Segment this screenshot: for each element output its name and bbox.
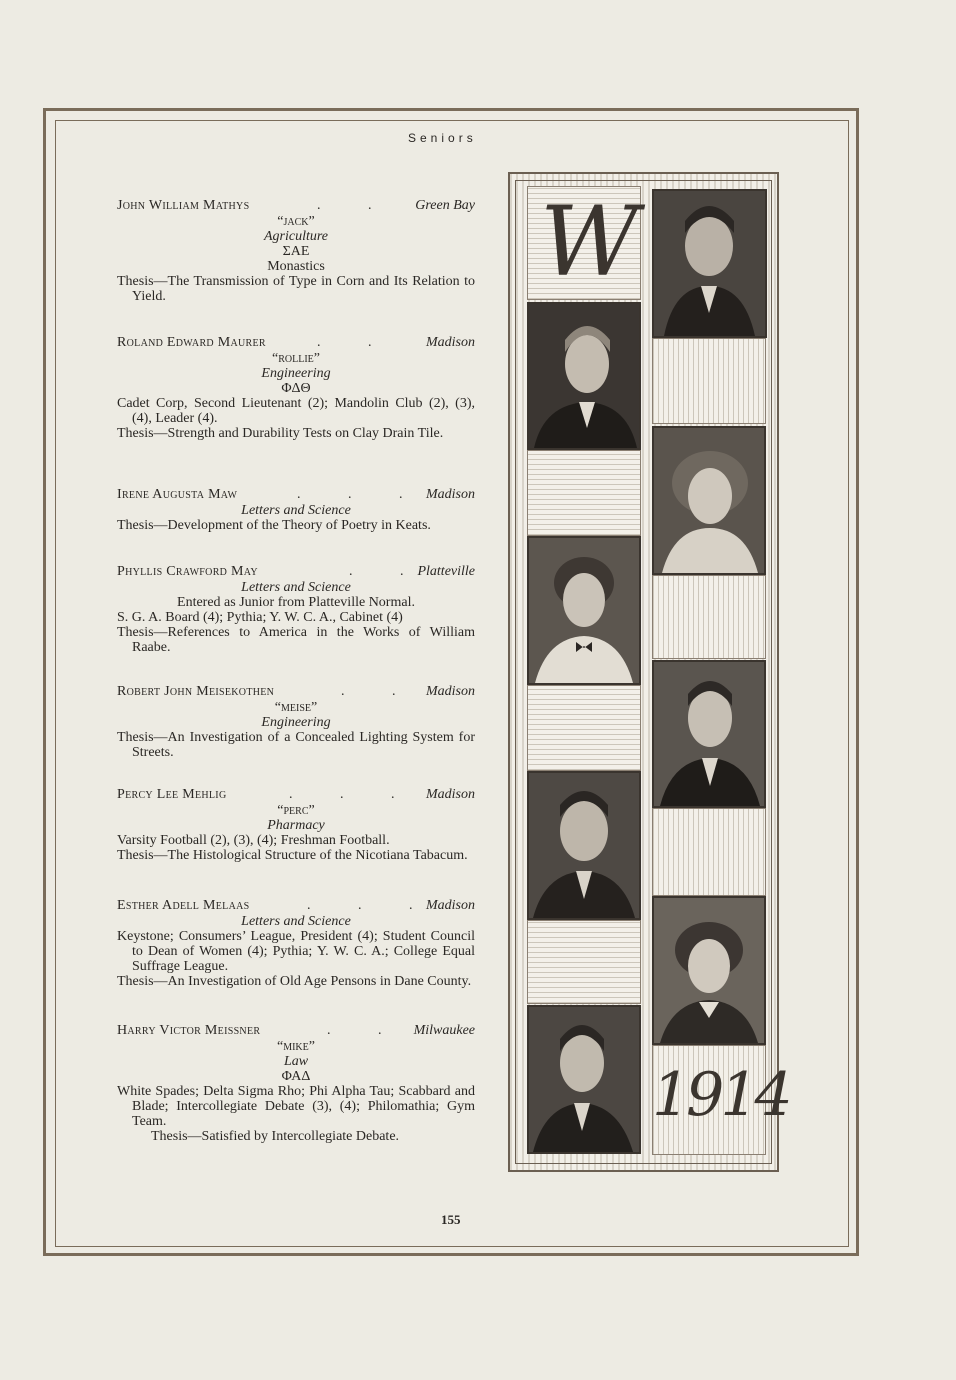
entry-town: Madison [426,487,475,502]
entry-line: Thesis—Strength and Durability Tests on Clay Drain Tile. [117,426,444,441]
page-number: 155 [441,1212,461,1227]
leader-dots: . . . [289,787,417,802]
entry-name: Roland Edward Maurer [117,335,266,350]
entry-society: Monastics [267,259,325,274]
entry-name: Esther Adell Melaas [117,898,250,913]
entry-town: Platteville [417,564,475,579]
entry-town: Green Bay [415,198,475,213]
entry-course: Law [283,1054,309,1069]
monogram-year: 1914 [652,1060,789,1130]
entry-town: Madison [426,335,475,350]
leader-dots: . . [341,684,418,699]
portrait-photo [652,189,767,338]
portrait-photo [527,771,641,920]
entry-course: Letters and Science [241,503,351,518]
entry-thesis: Thesis—Satisfied by Intercollegiate Debate. [151,1129,400,1144]
entry-melaas [117,898,475,989]
entry-course: Letters and Science [241,914,351,929]
entry-town: Madison [426,684,475,699]
entry-meissner [117,1023,475,1144]
leader-dots: . . [317,198,394,213]
entry-name: Irene Augusta Maw [117,487,238,502]
entry-mathys [117,198,475,304]
portrait-photo [527,302,641,450]
entry-line: Thesis—An Investigation of a Concealed Lighting System for Streets. [117,730,475,760]
entry-name: Robert John Meisekothen [117,684,275,699]
entry-name: Phyllis Crawford May [117,564,258,579]
entry-note: Entered as Junior from Platteville Normal. [177,595,415,610]
entry-nickname: “jack” [277,214,315,229]
entry-line: Thesis—An Investigation of Old Age Pensons in Dane County. [117,974,472,989]
leader-dots: . . [327,1023,404,1038]
leader-dots: . . . [297,487,425,502]
entry-course: Letters and Science [241,580,351,595]
portrait-photo [652,426,766,575]
entry-course: Engineering [261,366,331,381]
entry-line: Thesis—The Histological Structure of the Nicotiana Tabacum. [117,848,468,863]
entry-may [117,564,475,655]
entry-course: Pharmacy [267,818,325,833]
entry-name: John William Mathys [117,198,250,213]
entry-line: Cadet Corp, Second Lieutenant (2); Mandolin Club (2), (3), (4), Leader (4). [117,396,475,426]
leader-dots: . . [317,335,394,350]
leader-dots: . . [349,564,426,579]
ornament-tile [527,450,641,536]
portrait-photo [527,536,641,685]
entry-nickname: “perc” [277,803,315,818]
monogram-w: W [540,186,639,298]
entry-fraternity: ΦΑΔ [281,1069,311,1084]
entry-mehlig [117,787,475,863]
entry-maw [117,487,475,533]
entry-line: White Spades; Delta Sigma Rho; Phi Alpha Tau; Scabbard and Blade; Intercollegiate Debate (3), (4); Philomathia; Gym Team. [117,1084,475,1129]
entry-nickname: “meise” [274,700,318,715]
entry-town: Madison [426,898,475,913]
leader-dots: . . . [307,898,435,913]
ornament-tile [527,685,641,771]
ornament-tile [527,920,641,1004]
ornament-tile [652,338,766,424]
entry-line: Thesis—Development of the Theory of Poetry in Keats. [117,518,431,533]
entry-nickname: “mike” [277,1039,315,1054]
entry-fraternity: ΦΔΘ [281,381,311,396]
entry-meisekothen [117,684,475,760]
entry-course: Agriculture [263,229,329,244]
entry-line: Keystone; Consumers’ League, President (4); Student Council to Dean of Women (4); Pythia; Y. W. C. A.; College Equal Suffrage League. [117,929,475,974]
entry-town: Madison [426,787,475,802]
entry-name: Harry Victor Meissner [117,1023,261,1038]
portrait-photo [652,896,766,1045]
entry-line: Varsity Football (2), (3), (4); Freshman Football. [117,833,390,848]
entry-line: S. G. A. Board (4); Pythia; Y. W. C. A., Cabinet (4) [117,610,403,625]
ornament-tile [652,808,766,896]
ornament-tile [652,575,766,659]
entry-nickname: “rollie” [272,351,320,366]
entry-line: Thesis—References to America in the Works of William Raabe. [117,625,475,655]
entry-maurer [117,335,475,441]
running-head: Seniors [408,131,477,145]
entry-line: Thesis—The Transmission of Type in Corn and Its Relation to Yield. [117,274,475,304]
entry-name: Percy Lee Mehlig [117,787,227,802]
entry-town: Milwaukee [413,1023,475,1038]
portrait-photo [527,1005,641,1154]
portrait-photo [652,660,766,808]
entry-course: Engineering [261,715,331,730]
entry-fraternity: ΣΑΕ [282,244,310,259]
